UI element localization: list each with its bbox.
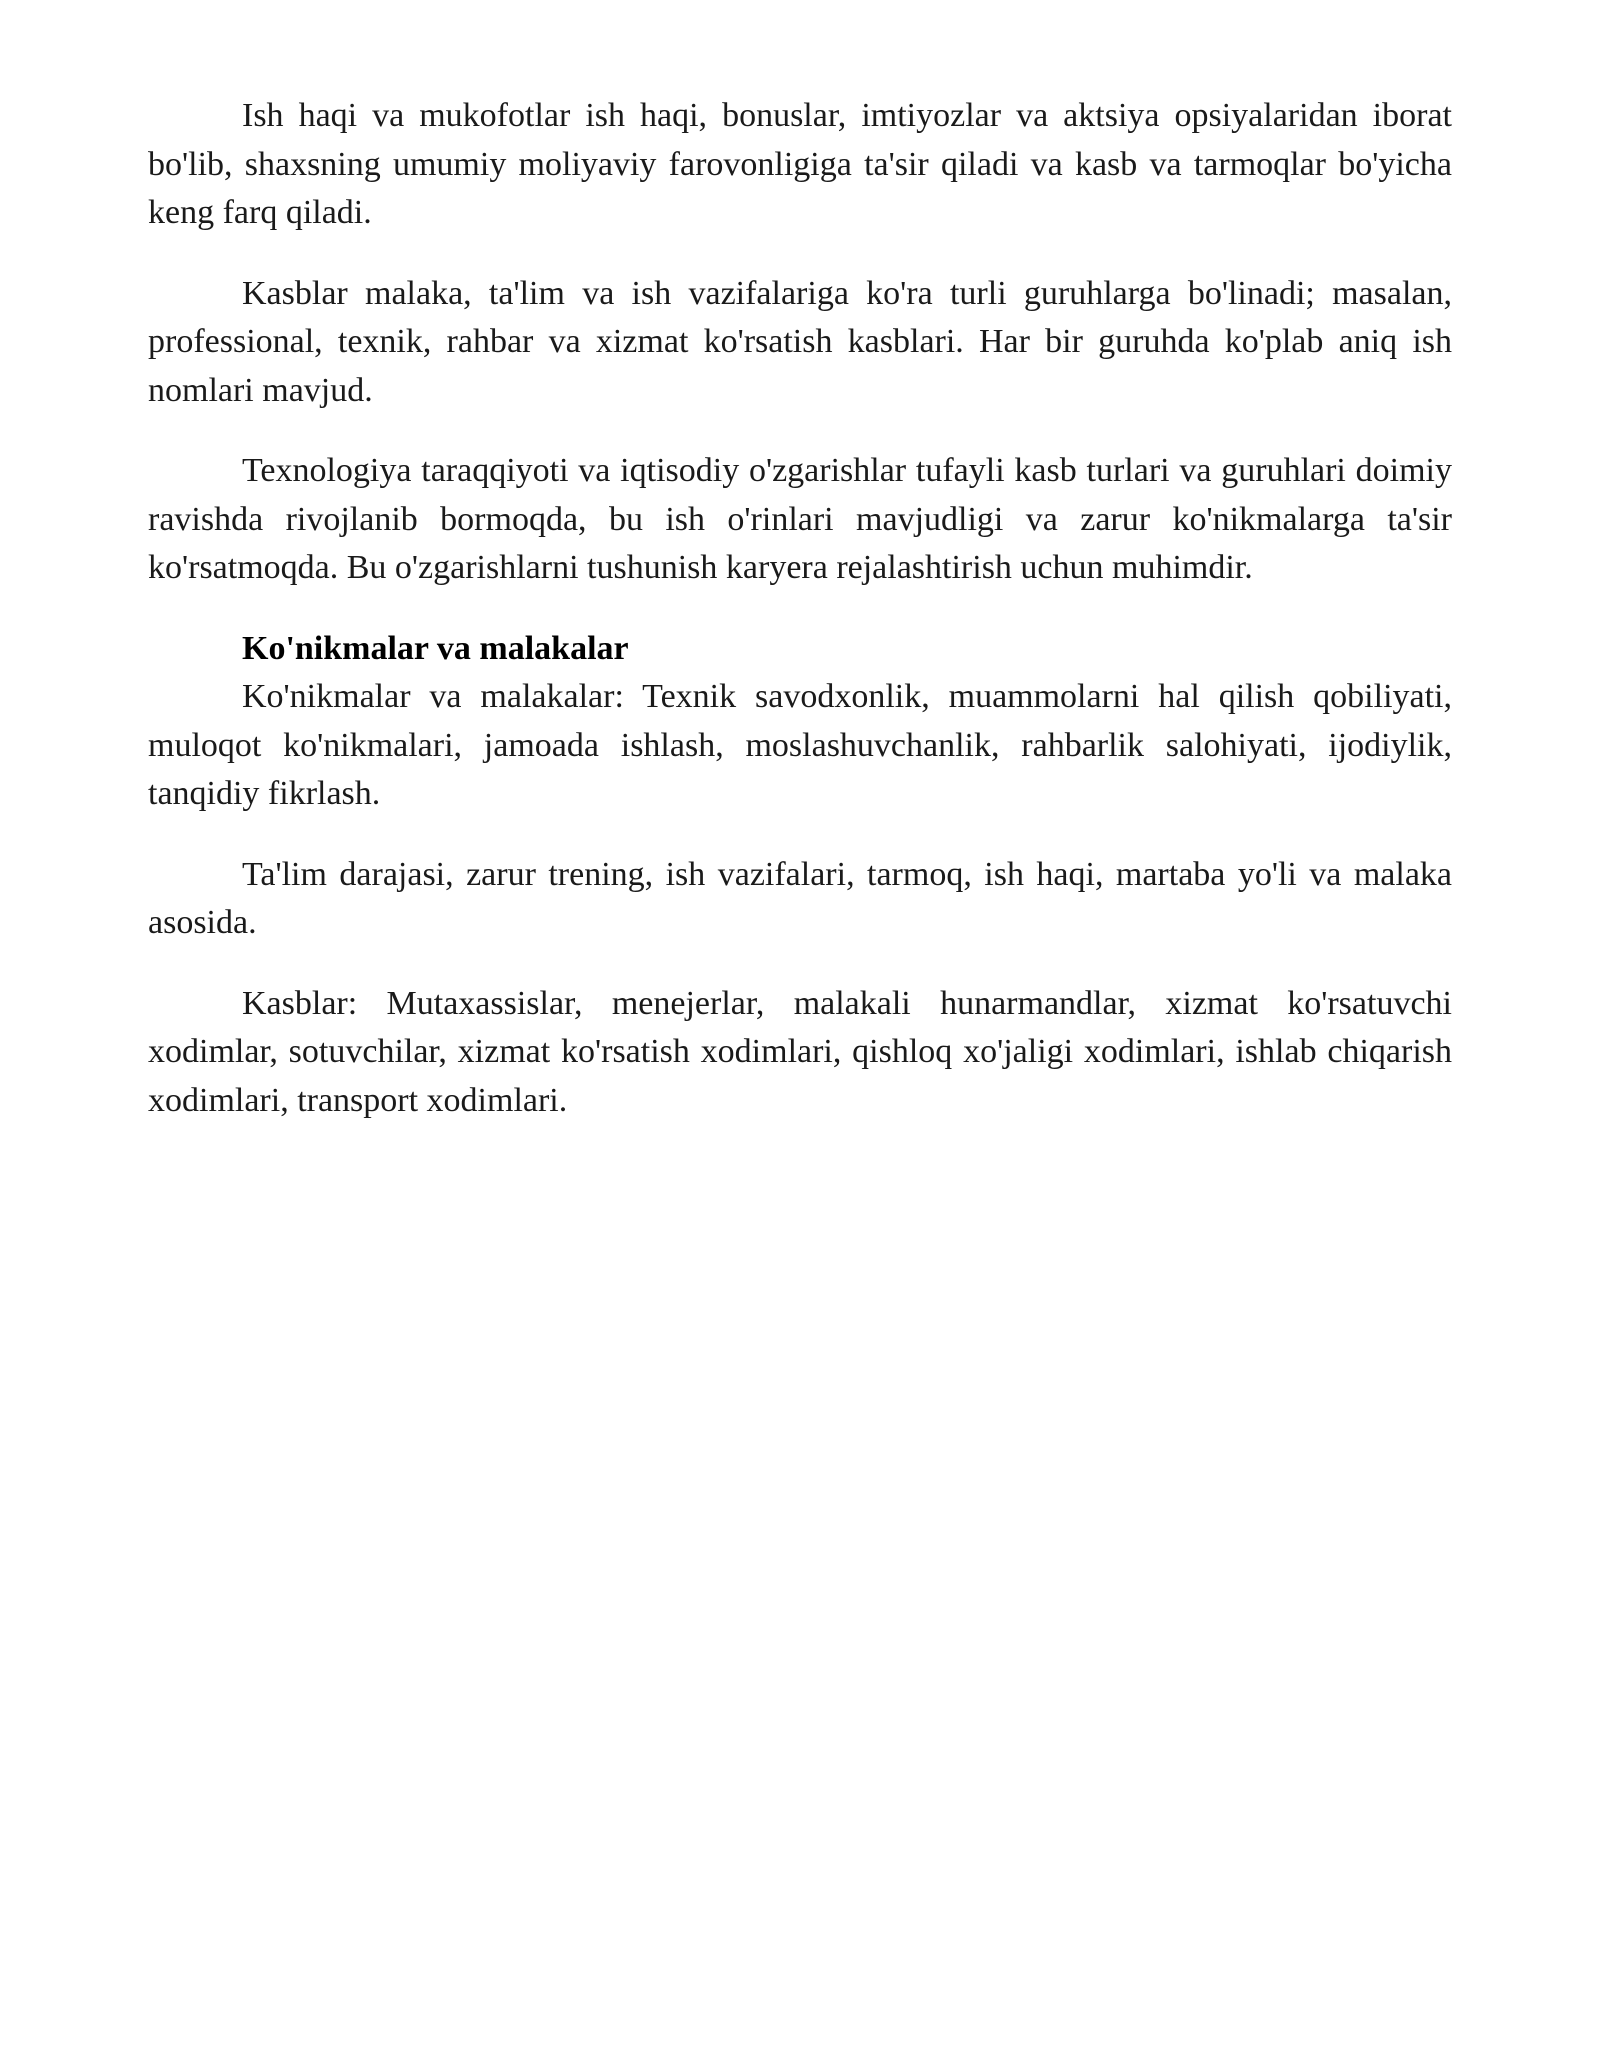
- section-heading: Ko'nikmalar va malakalar: [242, 629, 629, 667]
- paragraph-skills: Ko'nikmalar va malakalar: Texnik savodxonlik, muammolarni hal qilish qobiliyati, muloqot ko'nikmalari, jamoada ishlash, moslashuvchanlik, rahbarlik salohiyati, ijodiylik, tanqidiy fikrlash.: [148, 678, 1452, 812]
- paragraph-occupation-groups: Kasblar malaka, ta'lim va ish vazifalariga ko'ra turli guruhlarga bo'linadi; masalan, professional, texnik, rahbar va xizmat ko'rsatish kasblari. Har bir guruhda ko'plab aniq ish nomlari mavjud.: [148, 274, 1452, 409]
- paragraph-professions: Kasblar: Mutaxassislar, menejerlar, malakali hunarmandlar, xizmat ko'rsatuvchi xodimlar, sotuvchilar, xizmat ko'rsatish xodimlari, qishloq xo'jaligi xodimlari, ishlab chiqarish xodimlari, transport xodimlari.: [148, 984, 1452, 1119]
- paragraph-technology-changes: Texnologiya taraqqiyoti va iqtisodiy o'zgarishlar tufayli kasb turlari va guruhlari doimiy ravishda rivojlanib bormoqda, bu ish o'rinlari mavjudligi va zarur ko'nikmalarga ta'sir ko'rsatmoqda. Bu o'zgarishlarni tushunish karyera rejalashtirish uchun muhimdir.: [148, 452, 1452, 586]
- document-page: [148, 92, 1452, 1157]
- paragraph-salary: Ish haqi va mukofotlar ish haqi, bonuslar, imtiyozlar va aktsiya opsiyalaridan iborat bo'lib, shaxsning umumiy moliyaviy farovonligiga ta'sir qiladi va kasb va tarmoqlar bo'yicha keng farq qiladi.: [148, 97, 1452, 231]
- paragraph-education-level: Ta'lim darajasi, zarur trening, ish vazifalari, tarmoq, ish haqi, martaba yo'li va malaka asosida.: [148, 855, 1452, 941]
